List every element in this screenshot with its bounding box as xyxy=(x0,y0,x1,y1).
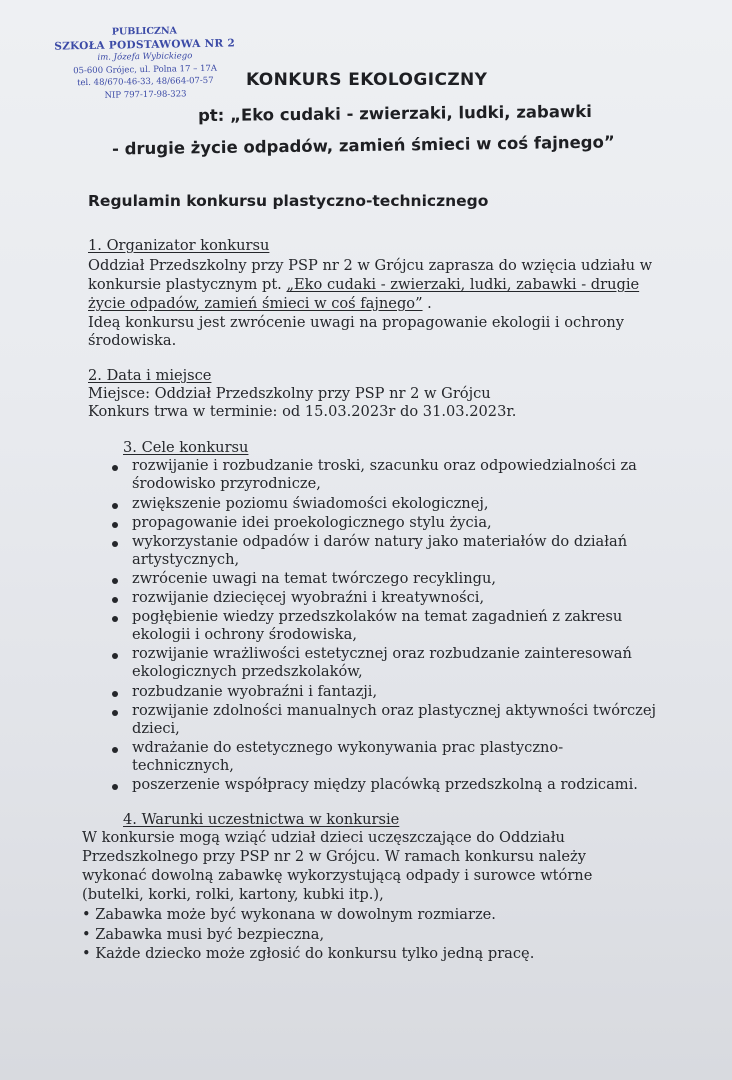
stamp-line: PUBLICZNA xyxy=(111,25,178,38)
section2-line: Konkurs trwa w terminie: od 15.03.2023r do 31.03.2023r. xyxy=(88,403,517,420)
section1-text: . xyxy=(422,295,432,312)
section3-heading: 3. Cele konkursu xyxy=(123,439,249,456)
section4-line: • Każde dziecko może zgłosić do konkursu tylko jedną pracę. xyxy=(82,945,535,962)
section4-line: W konkursie mogą wziąć udział dzieci uczęszczające do Oddziału xyxy=(82,829,565,846)
goal-item: propagowanie idei proekologicznego stylu życia, xyxy=(132,514,492,531)
stamp-line: tel. 48/670-46-33, 48/664-07-57 xyxy=(76,75,214,89)
section1-line: Ideą konkursu jest zwrócenie uwagi na propagowanie ekologii i ochrony xyxy=(88,314,624,331)
contest-name-underlined: „Eko cudaki - zwierzaki, ludki, zabawki - drugie xyxy=(286,276,640,293)
stamp-line: SZKOŁA PODSTAWOWA NR 2 xyxy=(54,36,236,53)
goal-item: rozwijanie zdolności manualnych oraz plastycznej aktywności twórczej xyxy=(132,702,656,719)
bullet-dot xyxy=(112,710,118,716)
goal-item-cont: środowisko przyrodnicze, xyxy=(132,475,321,492)
bullet-dot xyxy=(112,522,118,528)
bullet-dot xyxy=(112,578,118,584)
bullet-dot xyxy=(112,784,118,790)
goal-item: rozwijanie i rozbudzanie troski, szacunku oraz odpowiedzialności za xyxy=(132,457,637,474)
bullet-dot xyxy=(112,653,118,659)
goal-item-cont: technicznych, xyxy=(132,757,234,774)
bullet-dot xyxy=(112,541,118,547)
stamp-line: im. Józefa Wybickiego xyxy=(97,51,193,63)
goal-item: rozwijanie wrażliwości estetycznej oraz rozbudzanie zainteresowań xyxy=(132,645,632,662)
section4-heading: 4. Warunki uczestnictwa w konkursie xyxy=(123,811,400,828)
contest-subtitle-line1: pt: „Eko cudaki - zwierzaki, ludki, zabawki xyxy=(197,101,592,126)
contest-subtitle-line2: - drugie życie odpadów, zamień śmieci w coś fajnego” xyxy=(111,132,615,159)
section4-line: (butelki, korki, rolki, kartony, kubki itp.), xyxy=(82,886,384,903)
section4-line: • Zabawka może być wykonana w dowolnym rozmiarze. xyxy=(82,906,496,923)
goal-item: wdrażanie do estetycznego wykonywania prac plastyczno- xyxy=(132,739,564,756)
bullet-dot xyxy=(112,691,118,697)
goal-item-cont: artystycznych, xyxy=(132,551,240,568)
section1-line xyxy=(88,275,639,295)
section4-line: wykonać dowolną zabawkę wykorzystującą odpady i surowce wtórne xyxy=(82,867,593,884)
bullet-dot xyxy=(112,747,118,753)
bullet-dot xyxy=(112,597,118,603)
bullet-dot xyxy=(112,465,118,471)
contest-title: KONKURS EKOLOGICZNY xyxy=(246,70,488,90)
goal-item: rozwijanie dziecięcej wyobraźni i kreatywności, xyxy=(132,589,485,606)
section1-heading: 1. Organizator konkursu xyxy=(88,237,270,254)
stamp-line: 05-600 Grójec, ul. Polna 17 – 17A xyxy=(73,63,218,76)
section2-heading: 2. Data i miejsce xyxy=(88,367,212,384)
section4-line: Przedszkolnego przy PSP nr 2 w Grójcu. W ramach konkursu należy xyxy=(82,848,586,865)
regulations-title: Regulamin konkursu plastyczno-technicznego xyxy=(88,192,489,210)
goal-item: wykorzystanie odpadów i darów natury jako materiałów do działań xyxy=(132,533,628,550)
goal-item: zwrócenie uwagi na temat twórczego recyklingu, xyxy=(132,570,496,587)
goal-item: zwiększenie poziomu świadomości ekologicznej, xyxy=(132,495,489,512)
goal-item: pogłębienie wiedzy przedszkolaków na temat zagadnień z zakresu xyxy=(132,608,623,625)
section1-line xyxy=(88,294,432,314)
bullet-dot xyxy=(112,616,118,622)
goal-item: rozbudzanie wyobraźni i fantazji, xyxy=(132,683,378,700)
bullet-dot xyxy=(112,503,118,509)
stamp-line: NIP 797-17-98-323 xyxy=(104,88,187,101)
goal-item: poszerzenie współpracy między placówką przedszkolną a rodzicami. xyxy=(132,776,638,793)
goal-item-cont: ekologicznych przedszkolaków, xyxy=(132,663,363,680)
section1-line: Oddział Przedszkolny przy PSP nr 2 w Grójcu zaprasza do wzięcia udziału w xyxy=(88,257,653,274)
section1-text: konkursie plastycznym pt. xyxy=(88,276,287,293)
section2-line: Miejsce: Oddział Przedszkolny przy PSP nr 2 w Grójcu xyxy=(88,385,491,402)
contest-name-underlined: życie odpadów, zamień śmieci w coś fajnego” xyxy=(88,295,423,312)
section4-line: • Zabawka musi być bezpieczna, xyxy=(82,926,325,943)
goal-item-cont: ekologii i ochrony środowiska, xyxy=(132,626,357,643)
section1-line: środowiska. xyxy=(88,332,177,349)
goal-item-cont: dzieci, xyxy=(132,720,180,737)
